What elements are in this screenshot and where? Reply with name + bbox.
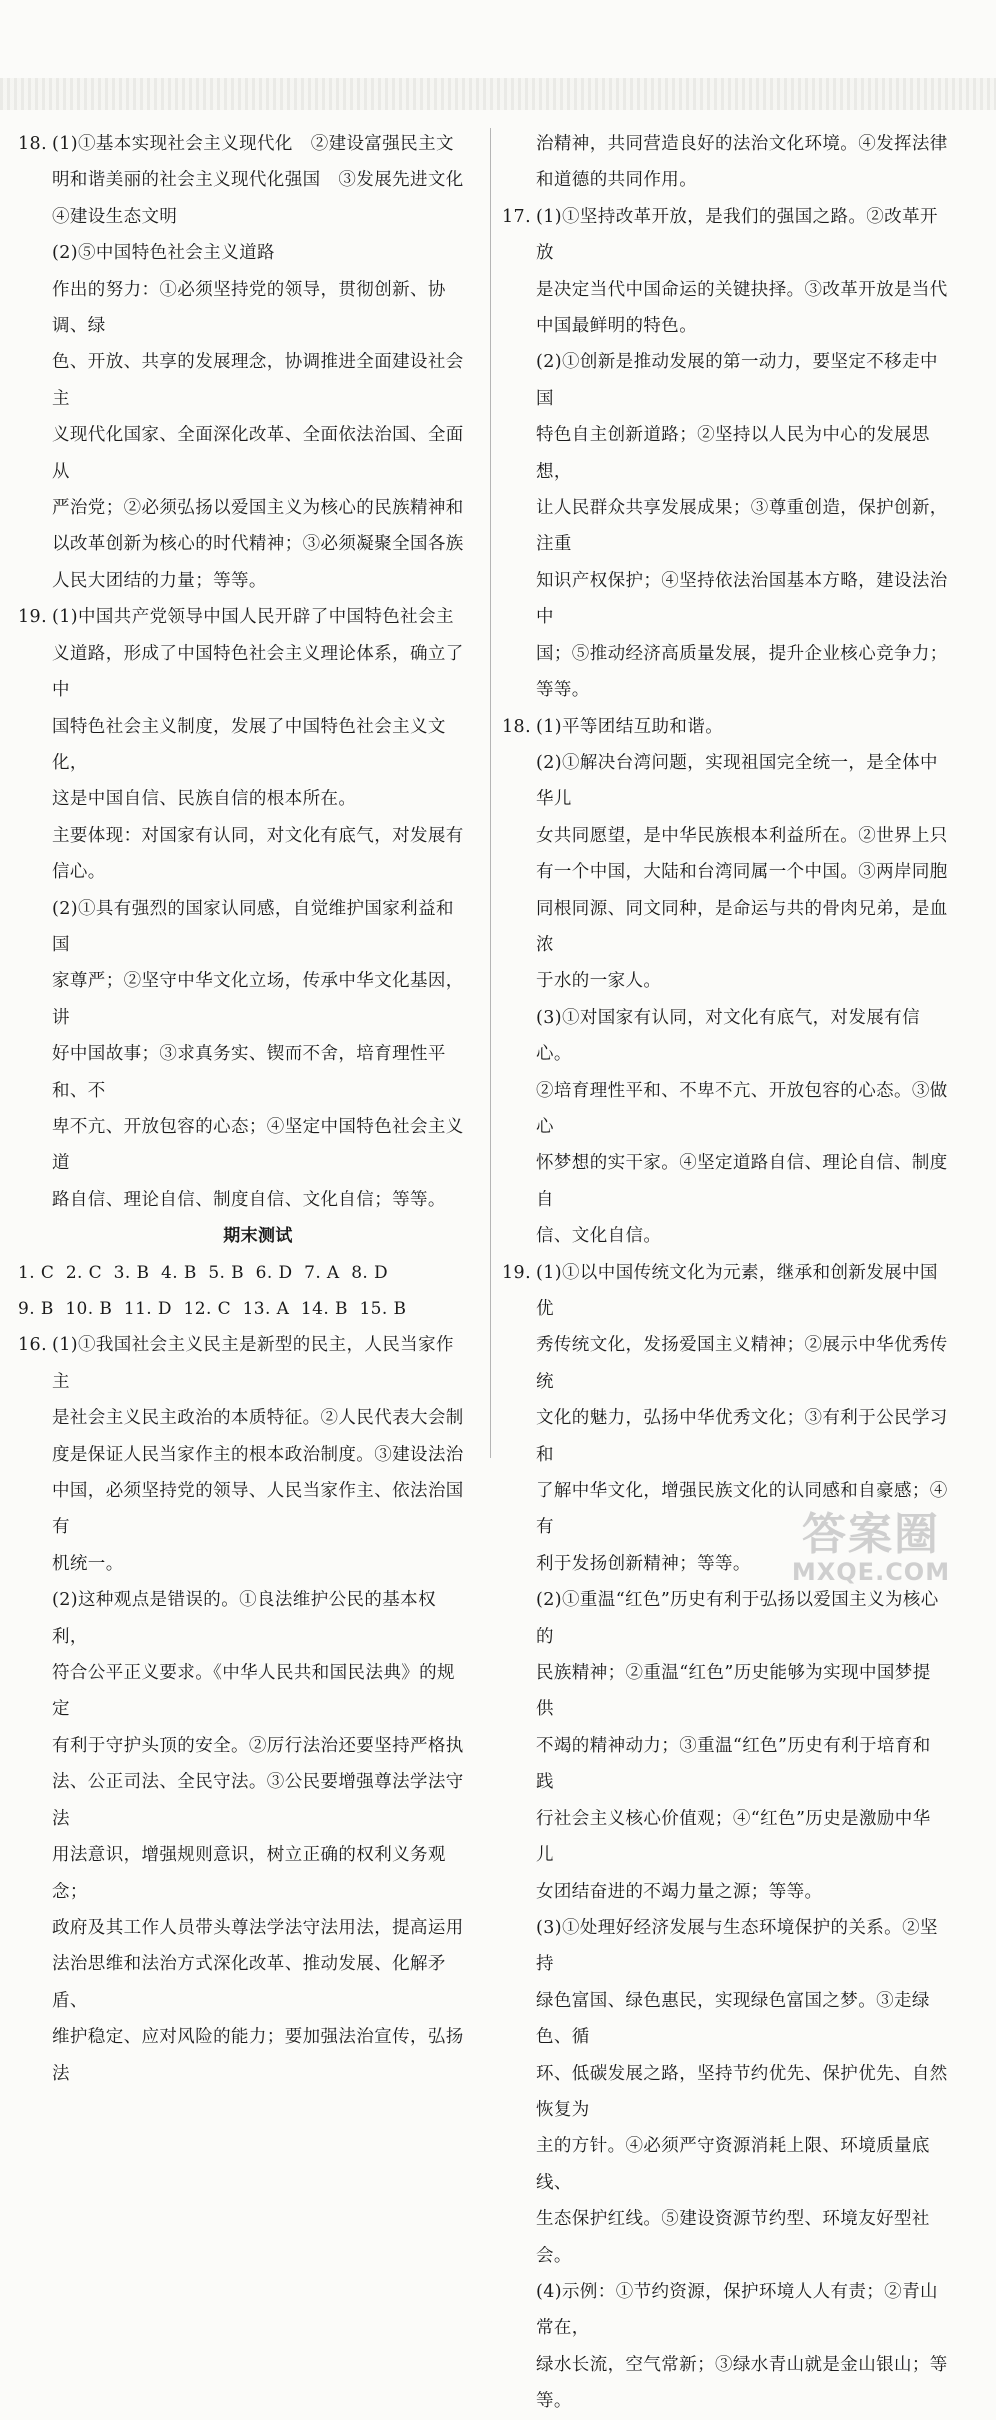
- question-number: 18.: [502, 716, 532, 737]
- answer-19-left: [18, 599, 464, 1218]
- answer-line: 和道德的共同作用。: [536, 170, 698, 191]
- watermark-logo-text: 答案圈: [802, 1509, 940, 1560]
- answer-19-right: [502, 1255, 948, 2420]
- answer-line: (1)①我国社会主义民主是新型的民主，人民当家作主: [52, 1335, 454, 1392]
- answer-line: (2)这种观点是错误的。①良法维护公民的基本权利，: [52, 1590, 436, 1647]
- answer-line: 好中国故事；③求真务实、锲而不舍，培育理性平和、不: [52, 1044, 446, 1101]
- answer-line: (1)①基本实现社会主义现代化 ②建设富强民主文: [52, 134, 454, 154]
- answer-line: (1)①坚持改革开放，是我们的强国之路。②改革开放: [536, 206, 938, 264]
- answer-line: 明和谐美丽的社会主义现代化强国 ③发展先进文化: [52, 170, 464, 191]
- answer-16-continued: [502, 126, 948, 199]
- answer-line: 这是中国自信、民族自信的根本所在。: [52, 789, 357, 810]
- left-column: [18, 126, 464, 2092]
- answer-line: 路自信、理论自信、制度自信、文化自信；等等。: [52, 1189, 446, 1210]
- answer-line: 主的方针。④必须严守资源消耗上限、环境质量底线、: [536, 2136, 930, 2193]
- answer-line: 维护稳定、应对风险的能力；要加强法治宣传，弘扬法: [52, 2027, 464, 2084]
- answer-line: (1)平等团结互助和谐。: [536, 716, 724, 737]
- answer-line: 民族精神；②重温“红色”历史能够为实现中国梦提供: [536, 1663, 931, 1720]
- answer-line: 度是保证人民当家作主的根本政治制度。③建设法治: [52, 1444, 464, 1465]
- column-divider: [490, 128, 491, 1458]
- answer-line: 色、开放、共享的发展理念，协调推进全面建设社会主: [52, 352, 464, 409]
- answer-line: 中国最鲜明的特色。: [536, 316, 698, 337]
- mc-answers-row: 9. B 10. B 11. D 12. C 13. A 14. B 15. B: [18, 1299, 407, 1319]
- answer-line: 是决定当代中国命运的关键抉择。③改革开放是当代: [536, 279, 948, 300]
- answer-line: 绿水长流，空气常新；③绿水青山就是金山银山；等等。: [536, 2354, 948, 2412]
- answer-line: 特色自主创新道路；②坚持以人民为中心的发展思想，: [536, 425, 930, 482]
- section-title: 期末测试: [223, 1226, 293, 1247]
- answer-line: 机统一。: [52, 1553, 124, 1574]
- answer-line: 女团结奋进的不竭力量之源；等等。: [536, 1881, 823, 1902]
- answer-line: 人民大团结的力量；等等。: [52, 570, 267, 591]
- answer-line: (2)①解决台湾问题，实现祖国完全统一，是全体中华儿: [536, 752, 938, 810]
- answer-line: 法治思维和法治方式深化改革、推动发展、化解矛盾、: [52, 1954, 446, 2011]
- answer-line: 是社会主义民主政治的本质特征。②人民代表大会制: [52, 1408, 464, 1429]
- answer-line: 于水的一家人。: [536, 971, 662, 992]
- answer-line: 义道路，形成了中国特色社会主义理论体系，确立了中: [52, 643, 464, 701]
- answer-line: 生态保护红线。⑤建设资源节约型、环境友好型社会。: [536, 2209, 930, 2266]
- answer-line: 不竭的精神动力；③重温“红色”历史有利于培育和践: [536, 1735, 931, 1793]
- answer-line: 有一个中国，大陆和台湾同属一个中国。③两岸同胞: [536, 862, 948, 883]
- answer-line: 义现代化国家、全面深化改革、全面依法治国、全面从: [52, 425, 464, 482]
- answer-line: 以改革创新为核心的时代精神；③必须凝聚全国各族: [52, 534, 464, 555]
- answer-line: 同根同源、同文同种，是命运与共的骨肉兄弟，是血浓: [536, 898, 948, 955]
- answer-17: [502, 199, 948, 709]
- answer-line: (3)①对国家有认同，对文化有底气，对发展有信心。: [536, 1007, 920, 1065]
- answer-line: 用法意识，增强规则意识，树立正确的权利义务观念；: [52, 1845, 446, 1902]
- answer-line: (1)中国共产党领导中国人民开辟了中国特色社会主: [52, 607, 454, 628]
- answer-line: 怀梦想的实干家。④坚定道路自信、理论自信、制度自: [536, 1153, 948, 1210]
- answer-line: 信、文化自信。: [536, 1226, 662, 1247]
- question-number: 17.: [502, 206, 532, 227]
- answer-line: 绿色富国、绿色惠民，实现绿色富国之梦。③走绿色、循: [536, 1990, 930, 2048]
- answer-line: 符合公平正义要求。《中华人民共和国民法典》的规定: [52, 1663, 455, 1720]
- answer-line: 女共同愿望，是中华民族根本利益所在。②世界上只: [536, 825, 948, 846]
- answer-line: 家尊严；②坚守中华文化立场，传承中华文化基因，讲: [52, 971, 464, 1028]
- answer-line: (2)①重温“红色”历史有利于弘扬以爱国主义为核心的: [536, 1590, 939, 1647]
- answer-line: 有利于守护头顶的安全。②厉行法治还要坚持严格执: [52, 1735, 464, 1756]
- answer-line: 了解中华文化，增强民族文化的认同感和自豪感；④有: [536, 1481, 948, 1538]
- answer-18-left: [18, 126, 464, 599]
- answer-line: 利于发扬创新精神；等等。: [536, 1553, 751, 1574]
- answer-line: ④建设生态文明: [52, 206, 178, 227]
- answer-line: 政府及其工作人员带头尊法学法守法用法，提高运用: [52, 1917, 464, 1938]
- question-number: 19.: [18, 607, 48, 628]
- answer-16: [18, 1327, 464, 2092]
- answer-line: 国特色社会主义制度，发展了中国特色社会主义文化，: [52, 716, 446, 773]
- answer-line: 法、公正司法、全民守法。③公民要增强尊法学法守法: [52, 1772, 464, 1829]
- answer-line: 主要体现：对国家有认同，对文化有底气，对发展有: [52, 825, 464, 846]
- answer-line: 治精神，共同营造良好的法治文化环境。④发挥法律: [536, 134, 948, 154]
- scan-header-band: [0, 78, 996, 110]
- right-column: [502, 126, 948, 2420]
- question-number: 18.: [18, 134, 48, 154]
- answer-line: 行社会主义核心价值观；④“红色”历史是激励中华儿: [536, 1808, 931, 1866]
- answer-line: 让人民群众共享发展成果；③尊重创造，保护创新，注重: [536, 498, 948, 555]
- site-watermark: [766, 1509, 976, 1592]
- answer-line: 国；⑤推动经济高质量发展，提升企业核心竞争力；等等。: [536, 643, 948, 701]
- answer-line: ②培育理性平和、不卑不亢、开放包容的心态。③做心: [536, 1080, 948, 1137]
- watermark-url: MXQE.COM: [791, 1558, 951, 1586]
- answer-line: 卑不亢、开放包容的心态；④坚定中国特色社会主义道: [52, 1116, 464, 1174]
- answer-line: 秀传统文化，发扬爱国主义精神；②展示中华优秀传统: [536, 1335, 948, 1392]
- question-number: 19.: [502, 1262, 532, 1283]
- answer-line: 环、低碳发展之路，坚持节约优先、保护优先、自然恢复为: [536, 2063, 948, 2120]
- answer-line: 文化的魅力，弘扬中华优秀文化；③有利于公民学习和: [536, 1408, 948, 1465]
- answer-line: 中国，必须坚持党的领导、人民当家作主、依法治国有: [52, 1481, 464, 1538]
- answer-line: (1)①以中国传统文化为元素，继承和创新发展中国优: [536, 1262, 938, 1319]
- answer-line: (2)⑤中国特色社会主义道路: [52, 243, 275, 264]
- mc-answers-row: 1. C 2. C 3. B 4. B 5. B 6. D 7. A 8. D: [18, 1262, 389, 1283]
- answer-line: 严治党；②必须弘扬以爱国主义为核心的民族精神和: [52, 498, 464, 519]
- answer-line: (3)①处理好经济发展与生态环境保护的关系。②坚持: [536, 1917, 938, 1975]
- question-number: 16.: [18, 1335, 48, 1356]
- answer-line: 信心。: [52, 862, 106, 883]
- answer-line: (2)①具有强烈的国家认同感，自觉维护国家利益和国: [52, 898, 454, 955]
- answer-line: 作出的努力：①必须坚持党的领导，贯彻创新、协调、绿: [52, 279, 446, 337]
- answer-line: (4)示例：①节约资源，保护环境人人有责；②青山常在，: [536, 2281, 938, 2339]
- answer-line: 知识产权保护；④坚持依法治国基本方略，建设法治中: [536, 570, 948, 628]
- answer-18-right: [502, 709, 948, 1255]
- answer-line: (2)①创新是推动发展的第一动力，要坚定不移走中国: [536, 352, 938, 409]
